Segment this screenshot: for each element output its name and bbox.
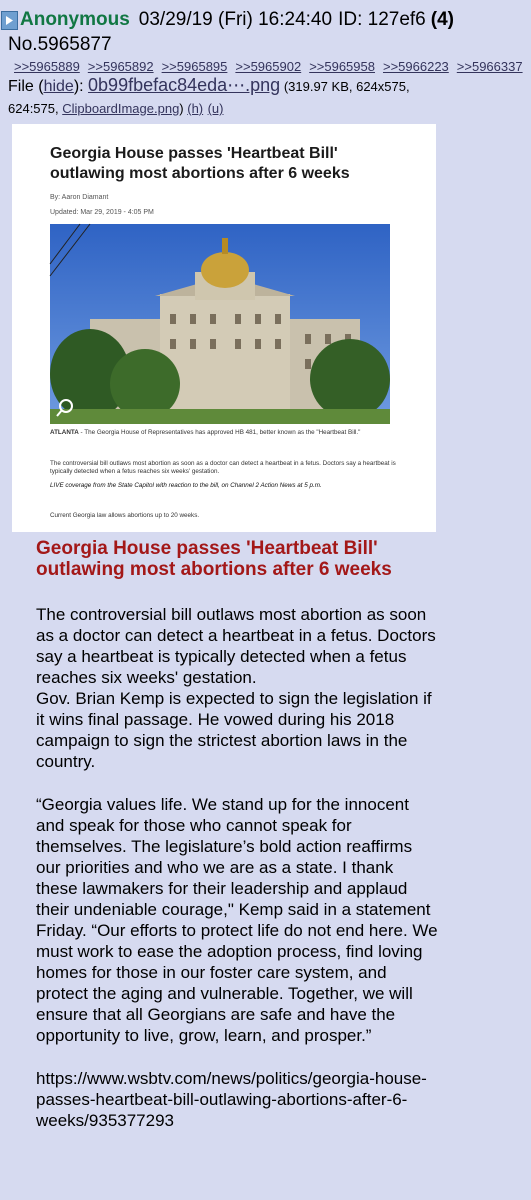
article-image-byline: By: Aaron Diamant [50, 194, 109, 201]
hash-search-link[interactable]: (h) [187, 101, 204, 116]
upload-link[interactable]: (u) [207, 101, 224, 116]
message-paragraph-1: The controversial bill outlaws most abortion as soon as a doctor can detect a heartbeat in a fetus. Doctors say a heartbeat is typically detected when a fetus reaches six weeks' gestation. [36, 605, 436, 687]
backlink[interactable]: >>5965958 [309, 59, 375, 74]
article-image-title: Georgia House passes 'Heartbeat Bill' outlawing most abortions after 6 weeks [50, 145, 350, 182]
post-header [0, 6, 523, 74]
file-thumbnail[interactable] [12, 124, 436, 532]
blank-line [36, 772, 438, 794]
post-number-row [8, 34, 523, 78]
post-date: 03/29/19 (Fri) 16:24:40 [138, 9, 333, 30]
article-image-para1: The controversial bill outlaws most abortion as soon as a doctor can detect a heartbeat in a fetus. Doctors say a heartbeat is typically detected when a fetus reaches six weeks' gestation. [50, 460, 396, 475]
article-image-para3: Current Georgia law allows abortions up to 20 weeks. [50, 512, 200, 519]
source-link[interactable]: https://www.wsbtv.com/news/politics/georgia-house-passes-heartbeat-bill-outlawing-abortions-after-6-weeks/935377293 [36, 1069, 427, 1130]
post-message [36, 538, 438, 1131]
original-filename-link[interactable]: ClipboardImage.png [62, 101, 180, 116]
collapse-toggle-icon[interactable] [1, 11, 18, 30]
article-image-dateline: ATLANTA [50, 429, 79, 436]
reply-count: (4) [430, 9, 454, 30]
file-label: File ( [8, 78, 44, 95]
article-image-updated: Updated: Mar 29, 2019 - 4:05 PM [50, 209, 154, 216]
file-link[interactable]: 0b99fbefac84eda⋯.png [88, 75, 281, 95]
backlink[interactable]: >>5966337 [456, 59, 523, 74]
poster-id[interactable]: ID: 127ef6 [338, 9, 426, 30]
article-image-caption-text: - The Georgia House of Representatives has approved HB 481, better known as the "Heartbeat Bill." [78, 429, 361, 436]
post-number[interactable]: No.5965877 [8, 34, 112, 55]
article-image-para2: LIVE coverage from the State Capitol with reaction to the bill, on Channel 2 Action News at 5 p.m. [50, 482, 322, 489]
file-info [8, 74, 458, 120]
file-meta: (319.97 KB, 624x575, 624:575, [8, 79, 410, 116]
blank-line [36, 1046, 438, 1068]
file-separator: ): [73, 78, 89, 95]
message-headline: Georgia House passes 'Heartbeat Bill' outlawing most abortions after 6 weeks [36, 538, 392, 580]
backlinks [8, 59, 531, 74]
capitol-photo [50, 224, 390, 424]
message-paragraph-2: Gov. Brian Kemp is expected to sign the legislation if it wins final passage. He vowed during his 2018 campaign to sign the strictest abortion laws in the country. [36, 689, 432, 771]
poster-name: Anonymous [20, 9, 130, 30]
article-image-caption [50, 429, 400, 437]
backlink[interactable]: >>5965889 [14, 59, 80, 74]
file-meta-close: ) [179, 101, 188, 116]
backlink[interactable]: >>5966223 [382, 59, 449, 74]
backlink[interactable]: >>5965892 [87, 59, 154, 74]
post-info [0, 6, 460, 34]
backlink[interactable]: >>5965902 [235, 59, 302, 74]
backlink[interactable]: >>5965895 [161, 59, 228, 74]
message-quote-paragraph: “Georgia values life. We stand up for the innocent and speak for those who cannot speak for themselves. The legislature’s bold action reaffirms our priorities and who we are as a state. I thank these lawmakers for their leadership and applaud their undeniable courage," Kemp said in a statement Friday. “Our efforts to protect life do not end here. We must work to ease the adoption process, find loving homes for those in our foster care system, and protect the aging and vulnerable. Together, we will ensure that all Georgians are safe and have the opportunity to live, grow, learn, and prosper.” [36, 795, 438, 1045]
hide-file-link[interactable]: hide [43, 78, 74, 95]
